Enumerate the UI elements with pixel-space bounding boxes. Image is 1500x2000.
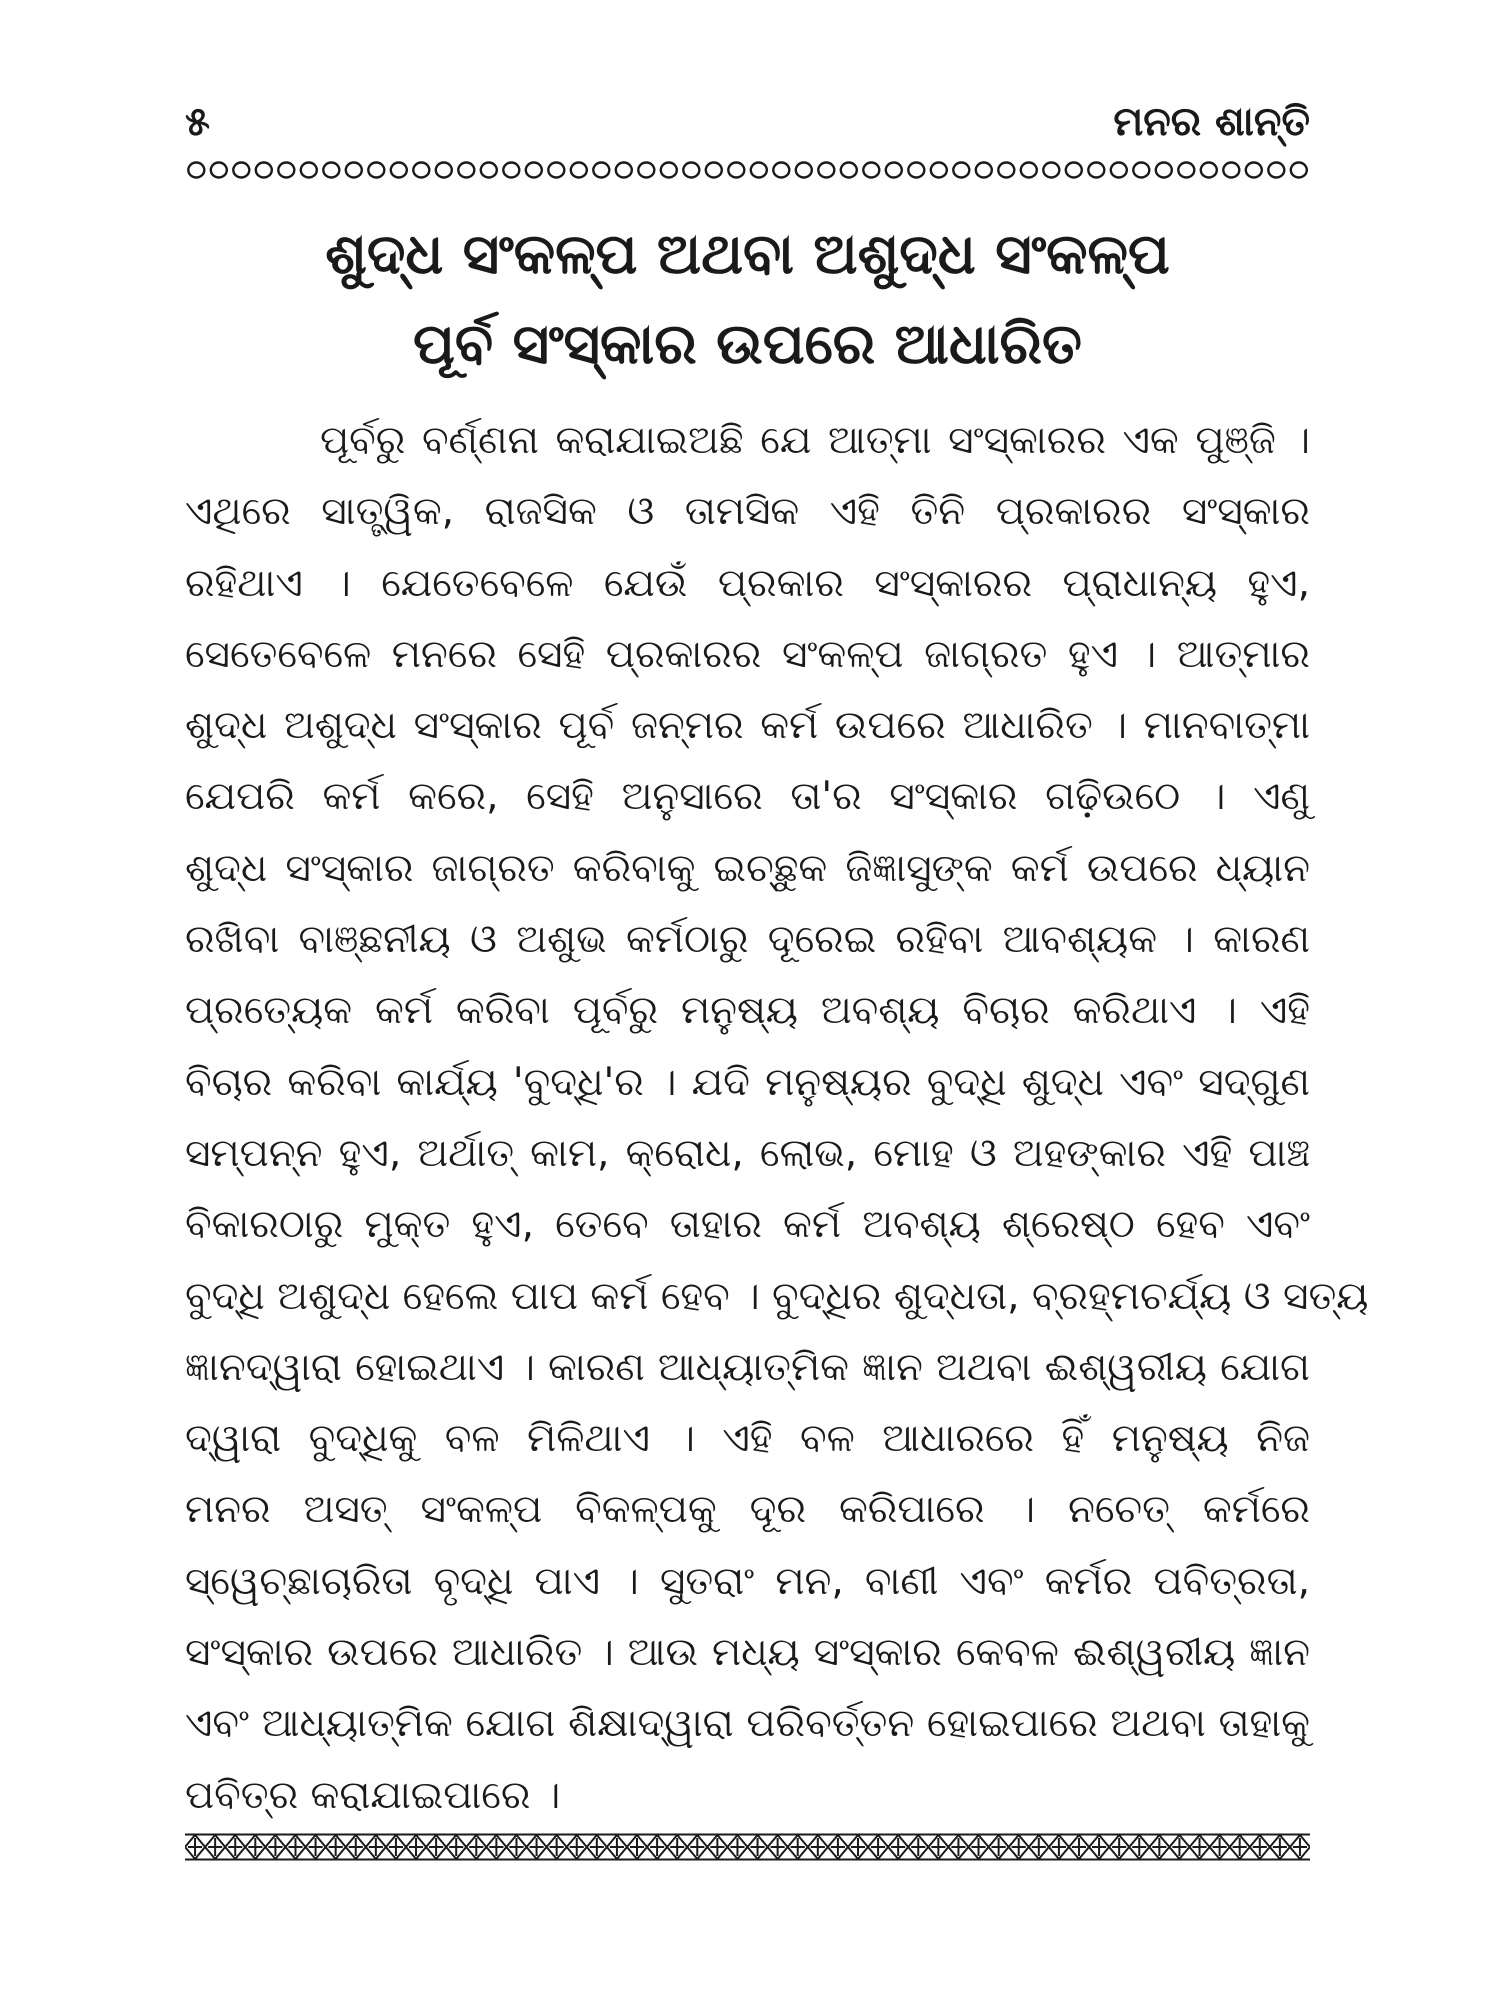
body-line: ଯେପରି କର୍ମ କରେ, ସେହି ଅନୁସାରେ ତା'ର ସଂସ୍କାର ଗଢ଼ିଉଠେ । ଏଣୁ	[185, 774, 1310, 820]
body-line: ଶୁଦ୍ଧ ସଂସ୍କାର ଜାଗ୍ରତ କରିବାକୁ ଇଚ୍ଛୁକ ଜିଜ୍ଞାସୁଙ୍କ କର୍ମ ଉପରେ ଧ୍ୟାନ	[185, 845, 1310, 891]
body-line: ସ୍ୱେଚ୍ଛାଚାରିତା ବୃଦ୍ଧି ପାଏ । ସୁତରାଂ ମନ, ବାଣୀ ଏବଂ କର୍ମର ପବିତ୍ରତା,	[185, 1558, 1310, 1604]
body-line: ପ୍ରତ୍ୟେକ କର୍ମ କରିବା ପୂର୍ବରୁ ମନୁଷ୍ୟ ଅବଶ୍ୟ ବିଚାର କରିଥାଏ । ଏହି	[185, 988, 1310, 1034]
body-line: ସମ୍ପନ୍ନ ହୁଏ, ଅର୍ଥାତ୍ କାମ, କ୍ରୋଧ, ଲୋଭ, ମୋହ ଓ ଅହଙ୍କାର ଏହି ପାଞ୍ଚ	[185, 1130, 1310, 1176]
body-line: ସେତେବେଳେ ମନରେ ସେହି ପ୍ରକାରର ସଂକଳ୍ପ ଜାଗ୍ରତ ହୁଏ । ଆତ୍ମାର	[185, 631, 1310, 677]
body-line: ମନର ଅସତ୍ ସଂକଳ୍ପ ବିକଳ୍ପକୁ ଦୂର କରିପାରେ । ନଚେତ୍ କର୍ମରେ	[185, 1487, 1310, 1533]
chapter-title-line-1: ଶୁଦ୍ଧ ସଂକଳ୍ପ ଅଥବା ଅଶୁଦ୍ଧ ସଂକଳ୍ପ	[325, 222, 1170, 287]
body-line: ରହିଥାଏ । ଯେତେବେଳେ ଯେଉଁ ପ୍ରକାର ସଂସ୍କାରର ପ୍ରାଧାନ୍ୟ ହୁଏ,	[185, 560, 1310, 606]
page-number: ୫	[185, 99, 210, 145]
body-paragraph	[185, 405, 1369, 1831]
body-line: ସଂସ୍କାର ଉପରେ ଆଧାରିତ । ଆଉ ମଧ୍ୟ ସଂସ୍କାର କେବଳ ଈଶ୍ୱରୀୟ ଜ୍ଞାନ	[185, 1630, 1310, 1676]
body-line: ଜ୍ଞାନଦ୍ୱାରା ହୋଇଥାଏ । କାରଣ ଆଧ୍ୟାତ୍ମିକ ଜ୍ଞାନ ଅଥବା ଈଶ୍ୱରୀୟ ଯୋଗ	[185, 1344, 1310, 1390]
running-header	[185, 92, 1310, 152]
bottom-ornamental-rule	[185, 1833, 1310, 1861]
body-line: ରଖିବା ବାଞ୍ଛନୀୟ ଓ ଅଶୁଭ କର୍ମଠାରୁ ଦୂରେଇ ରହିବା ଆବଶ୍ୟକ । କାରଣ	[185, 917, 1310, 963]
body-line: ବିଚାର କରିବା କାର୍ଯ୍ୟ 'ବୁଦ୍ଧି'ର । ଯଦି ମନୁଷ୍ୟର ବୁଦ୍ଧି ଶୁଦ୍ଧ ଏବଂ ସଦ୍‌ଗୁଣ	[185, 1059, 1310, 1105]
body-line: ଦ୍ୱାରା ବୁଦ୍ଧିକୁ ବଳ ମିଳିଥାଏ । ଏହି ବଳ ଆଧାରରେ ହିଁ ମନୁଷ୍ୟ ନିଜ	[185, 1416, 1310, 1462]
body-line: ଏବଂ ଆଧ୍ୟାତ୍ମିକ ଯୋଗ ଶିକ୍ଷାଦ୍ୱାରା ପରିବର୍ତ୍ତନ ହୋଇପାରେ ଅଥବା ତାହାକୁ	[185, 1701, 1310, 1747]
body-line: ପୂର୍ବରୁ ବର୍ଣ୍ଣନା କରାଯାଇଅଛି ଯେ ଆତ୍ମା ସଂସ୍କାରର ଏକ ପୁଞ୍ଜି ।	[320, 418, 1310, 463]
chapter-title-line-2: ପୂର୍ବ ସଂସ୍କାର ଉପରେ ଆଧାରିତ	[413, 312, 1082, 377]
body-line: ବିକାରଠାରୁ ମୁକ୍ତ ହୁଏ, ତେବେ ତାହାର କର୍ମ ଅବଶ୍ୟ ଶ୍ରେଷ୍ଠ ହେବ ଏବଂ	[185, 1202, 1310, 1248]
body-line: ପବିତ୍ର କରାଯାଇପାରେ ।	[185, 1772, 561, 1818]
top-ornamental-rule	[185, 158, 1310, 182]
running-title: ମନର ଶାନ୍ତି	[1113, 99, 1310, 145]
body-line: ଶୁଦ୍ଧ ଅଶୁଦ୍ଧ ସଂସ୍କାର ପୂର୍ବ ଜନ୍ମର କର୍ମ ଉପରେ ଆଧାରିତ । ମାନବାତ୍ମା	[185, 703, 1310, 749]
chapter-title	[185, 210, 1310, 390]
body-line: ଏଥିରେ ସାତ୍ତ୍ୱିକ, ରାଜସିକ ଓ ତାମସିକ ଏହି ତିନି ପ୍ରକାରର ସଂସ୍କାର	[185, 489, 1310, 535]
body-line: ବୁଦ୍ଧି ଅଶୁଦ୍ଧ ହେଲେ ପାପ କର୍ମ ହେବ । ବୁଦ୍ଧିର ଶୁଦ୍ଧତା, ବ୍ରହ୍ମଚର୍ଯ୍ୟ ଓ ସତ୍ୟ	[185, 1273, 1369, 1319]
